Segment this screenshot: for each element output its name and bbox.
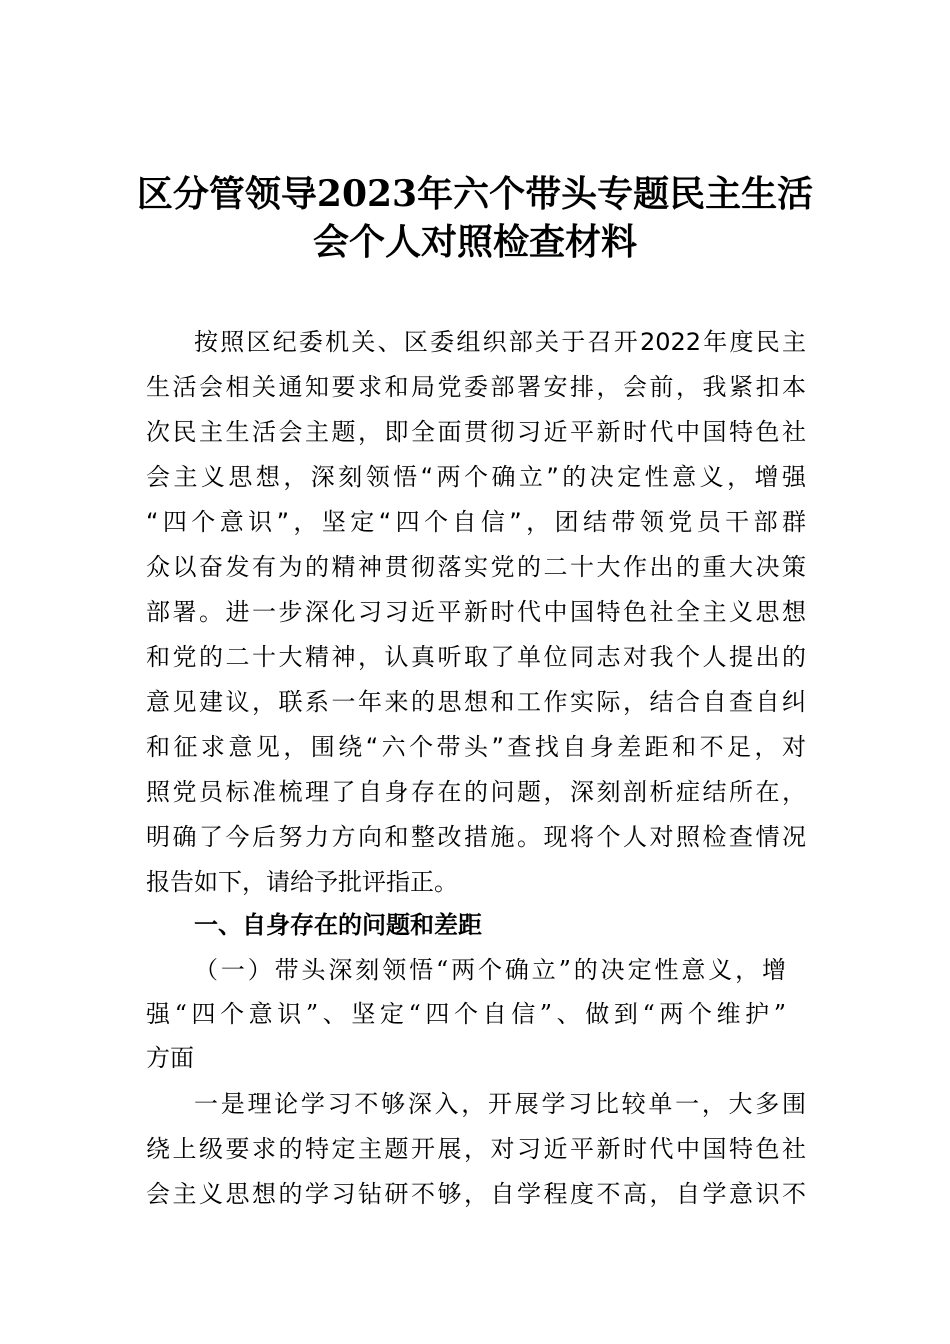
paragraph-line: 会主义思想的学习钻研不够，自学程度不高，自学意识不 (146, 1180, 806, 1208)
paragraph-line: 和党的二十大精神，认真听取了单位同志对我个人提出的 (146, 643, 806, 671)
paragraph-line: 照党员标准梳理了自身存在的问题，深刻剖析症结所在， (146, 778, 806, 806)
paragraph-line: 报告如下，请给予批评指正。 (146, 868, 458, 896)
paragraph-line: 一是理论学习不够深入，开展学习比较单一，大多围 (194, 1090, 806, 1118)
paragraph-line: 次民主生活会主题，即全面贯彻习近平新时代中国特色社 (146, 418, 806, 446)
document-title-line-1: 区分管领导2023年六个带头专题民主生活 (136, 173, 814, 215)
subsection-line: （一）带头深刻领悟“两个确立”的决定性意义，增 (194, 956, 786, 984)
paragraph-line: 众以奋发有为的精神贯彻落实党的二十大作出的重大决策 (146, 553, 806, 581)
subsection-line: 强“四个意识”、坚定“四个自信”、做到“两个维护” (146, 1000, 786, 1028)
document-title-line-2: 会个人对照检查材料 (312, 221, 637, 263)
paragraph-line: 和征求意见，围绕“六个带头”查找自身差距和不足，对 (146, 733, 806, 761)
paragraph-line: 生活会相关通知要求和局党委部署安排，会前，我紧扣本 (146, 373, 806, 401)
section-heading-1: 一、自身存在的问题和差距 (194, 911, 482, 939)
paragraph-line: 部署。进一步深化习习近平新时代中国特色社全主义思想 (146, 598, 806, 626)
paragraph-line: “四个意识”，坚定“四个自信”，团结带领党员干部群 (146, 508, 806, 536)
paragraph-line: 意见建议，联系一年来的思想和工作实际，结合自查自纠 (146, 688, 806, 716)
paragraph-line: 会主义思想，深刻领悟“两个确立”的决定性意义，增强 (146, 463, 806, 491)
paragraph-line: 明确了今后努力方向和整改措施。现将个人对照检查情况 (146, 823, 806, 851)
paragraph-line: 绕上级要求的特定主题开展，对习近平新时代中国特色社 (146, 1135, 806, 1163)
paragraph-line: 按照区纪委机关、区委组织部关于召开2022年度民主 (194, 328, 806, 356)
subsection-line: 方面 (146, 1044, 194, 1072)
